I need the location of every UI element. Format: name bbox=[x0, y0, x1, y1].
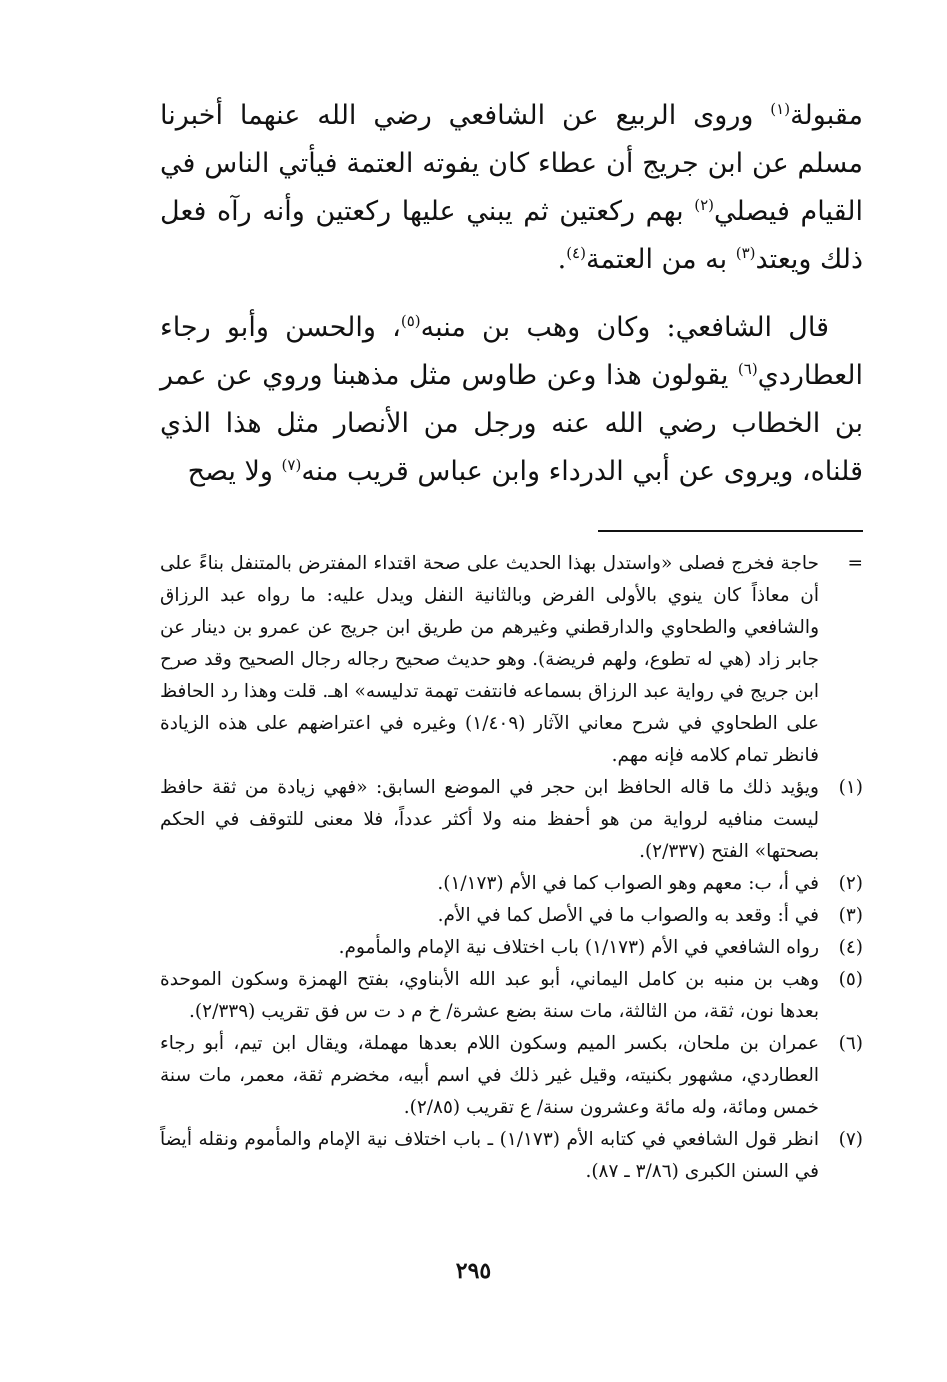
footnote-text: عمران بن ملحان، بكسر الميم وسكون اللام بعدها مهملة، ويقال ابن تيم، أبو رجاء العطاردي، مشهور بكنيته، وقيل غير ذلك في اسم أبيه، مخضرم ثقة، معمر، مات سنة خمس ومائة، وله مائة وعشرون سنة/ ع تقريب (٢/٨٥). bbox=[160, 1033, 819, 1118]
text-run: بهم ركعتين ثم يبني عليها ركعتين وأنه رآه فعل ذلك ويعتد bbox=[160, 196, 863, 275]
footnote-ref: (٢) bbox=[694, 196, 714, 214]
footnote-text: رواه الشافعي في الأم (١/١٧٣) باب اختلاف نية الإمام والمأموم. bbox=[338, 937, 819, 958]
text-run: ، والحسن وأبو رجاء العطاردي bbox=[160, 312, 863, 391]
footnote-2 bbox=[160, 868, 863, 900]
footnote-text: في أ، ب: معهم وهو الصواب كما في الأم (١/١٧٣). bbox=[437, 873, 819, 894]
text-run: به من العتمة bbox=[585, 244, 736, 275]
footnote-mark: = bbox=[847, 553, 863, 574]
text-run: ولا يصح bbox=[187, 456, 282, 487]
text-run: . bbox=[557, 244, 567, 275]
text-run: وروى الربيع عن الشافعي رضي الله عنهما أخبرنا مسلم عن ابن جريج أن عطاء كان يفوته العتمة فيأتي الناس في القيام فيصلي bbox=[160, 100, 863, 227]
footnote-continued bbox=[160, 548, 863, 772]
footnote-7 bbox=[160, 1124, 863, 1188]
footnote-ref: (٤) bbox=[566, 244, 586, 262]
footnote-5 bbox=[160, 964, 863, 1028]
footnote-ref: (٦) bbox=[737, 360, 758, 378]
text-run: مقبولة bbox=[790, 100, 863, 131]
footnote-mark: (١) bbox=[838, 777, 863, 798]
footnote-ref: (٧) bbox=[281, 456, 302, 474]
footnote-mark: (٦) bbox=[838, 1033, 863, 1054]
footnote-1 bbox=[160, 772, 863, 868]
footnote-mark: (٤) bbox=[838, 937, 863, 958]
footnote-6 bbox=[160, 1028, 863, 1124]
text-run: قال الشافعي: وكان وهب بن منبه bbox=[420, 312, 829, 343]
paragraph-2 bbox=[160, 304, 863, 496]
paragraph-1 bbox=[160, 92, 863, 284]
footnote-mark: (٥) bbox=[838, 969, 863, 990]
footnote-text: انظر قول الشافعي في كتابه الأم (١/١٧٣) ـ باب اختلاف نية الإمام والمأموم ونقله أيضاً في السنن الكبرى (٣/٨٦ ـ ٨٧). bbox=[160, 1129, 820, 1182]
book-page bbox=[160, 92, 863, 1332]
main-text bbox=[160, 92, 863, 496]
footnote-mark: (٣) bbox=[838, 905, 863, 926]
footnote-text: حاجة فخرج فصلى «واستدل بهذا الحديث على صحة اقتداء المفترض بالمتنفل بناءً على أن معاذاً كان ينوي بالأولى الفرض وبالثانية النفل ويدل عليه: ما رواه عبد الرزاق والشافعي والطحاوي والدارقطني وغيرهم من طريق ابن جريج عن عمرو بن دينار عن جابر زاد (هي له تطوع، ولهم فريضة). وهو حديث صحيح رجاله رجال الصحيح وقد صرح ابن جريج في رواية عبد الرزاق بسماعه فانتفت تهمة تدليسه» اهـ. قلت وهذا رد الحافظ على الطحاوي في شرح معاني الآثار (١/٤٠٩) وغيره في اعتراضهم على هذه الزيادة فانظر تمام كلامه فإنه مهم. bbox=[160, 553, 819, 766]
footnote-mark: (٧) bbox=[838, 1129, 863, 1150]
footnote-ref: (١) bbox=[770, 100, 791, 118]
footnote-3 bbox=[160, 900, 863, 932]
footnote-4 bbox=[160, 932, 863, 964]
footnote-ref: (٣) bbox=[735, 244, 756, 262]
text-run: يقولون هذا وعن طاوس مثل مذهبنا وروي عن عمر بن الخطاب رضي الله عنه ورجل من الأنصار مثل هذا الذي قلناه، ويروى عن أبي الدرداء وابن عباس قريب منه bbox=[160, 360, 863, 487]
footnote-text: في أ: وقعد به والصواب ما في الأصل كما في الأم. bbox=[437, 905, 819, 926]
footnotes bbox=[160, 548, 863, 1188]
footnote-text: وهب بن منبه بن كامل اليماني، أبو عبد الله الأبناوي، بفتح الهمزة وسكون الموحدة بعدها نون، ثقة، من الثالثة، مات سنة بضع عشرة/ خ م د ت س فق تقريب (٢/٣٣٩). bbox=[160, 969, 819, 1022]
footnote-separator bbox=[598, 530, 863, 532]
footnote-mark: (٢) bbox=[838, 873, 863, 894]
footnote-text: ويؤيد ذلك ما قاله الحافظ ابن حجر في الموضع السابق: «فهي زيادة من ثقة حافظ ليست منافيه لرواية من هو أحفظ منه ولا أكثر عدداً، فلا معنى للتوقف في الحكم بصحتها» الفتح (٢/٣٣٧). bbox=[160, 777, 819, 862]
page-number: ٢٩٥ bbox=[455, 1258, 492, 1284]
footnote-ref: (٥) bbox=[400, 312, 421, 330]
